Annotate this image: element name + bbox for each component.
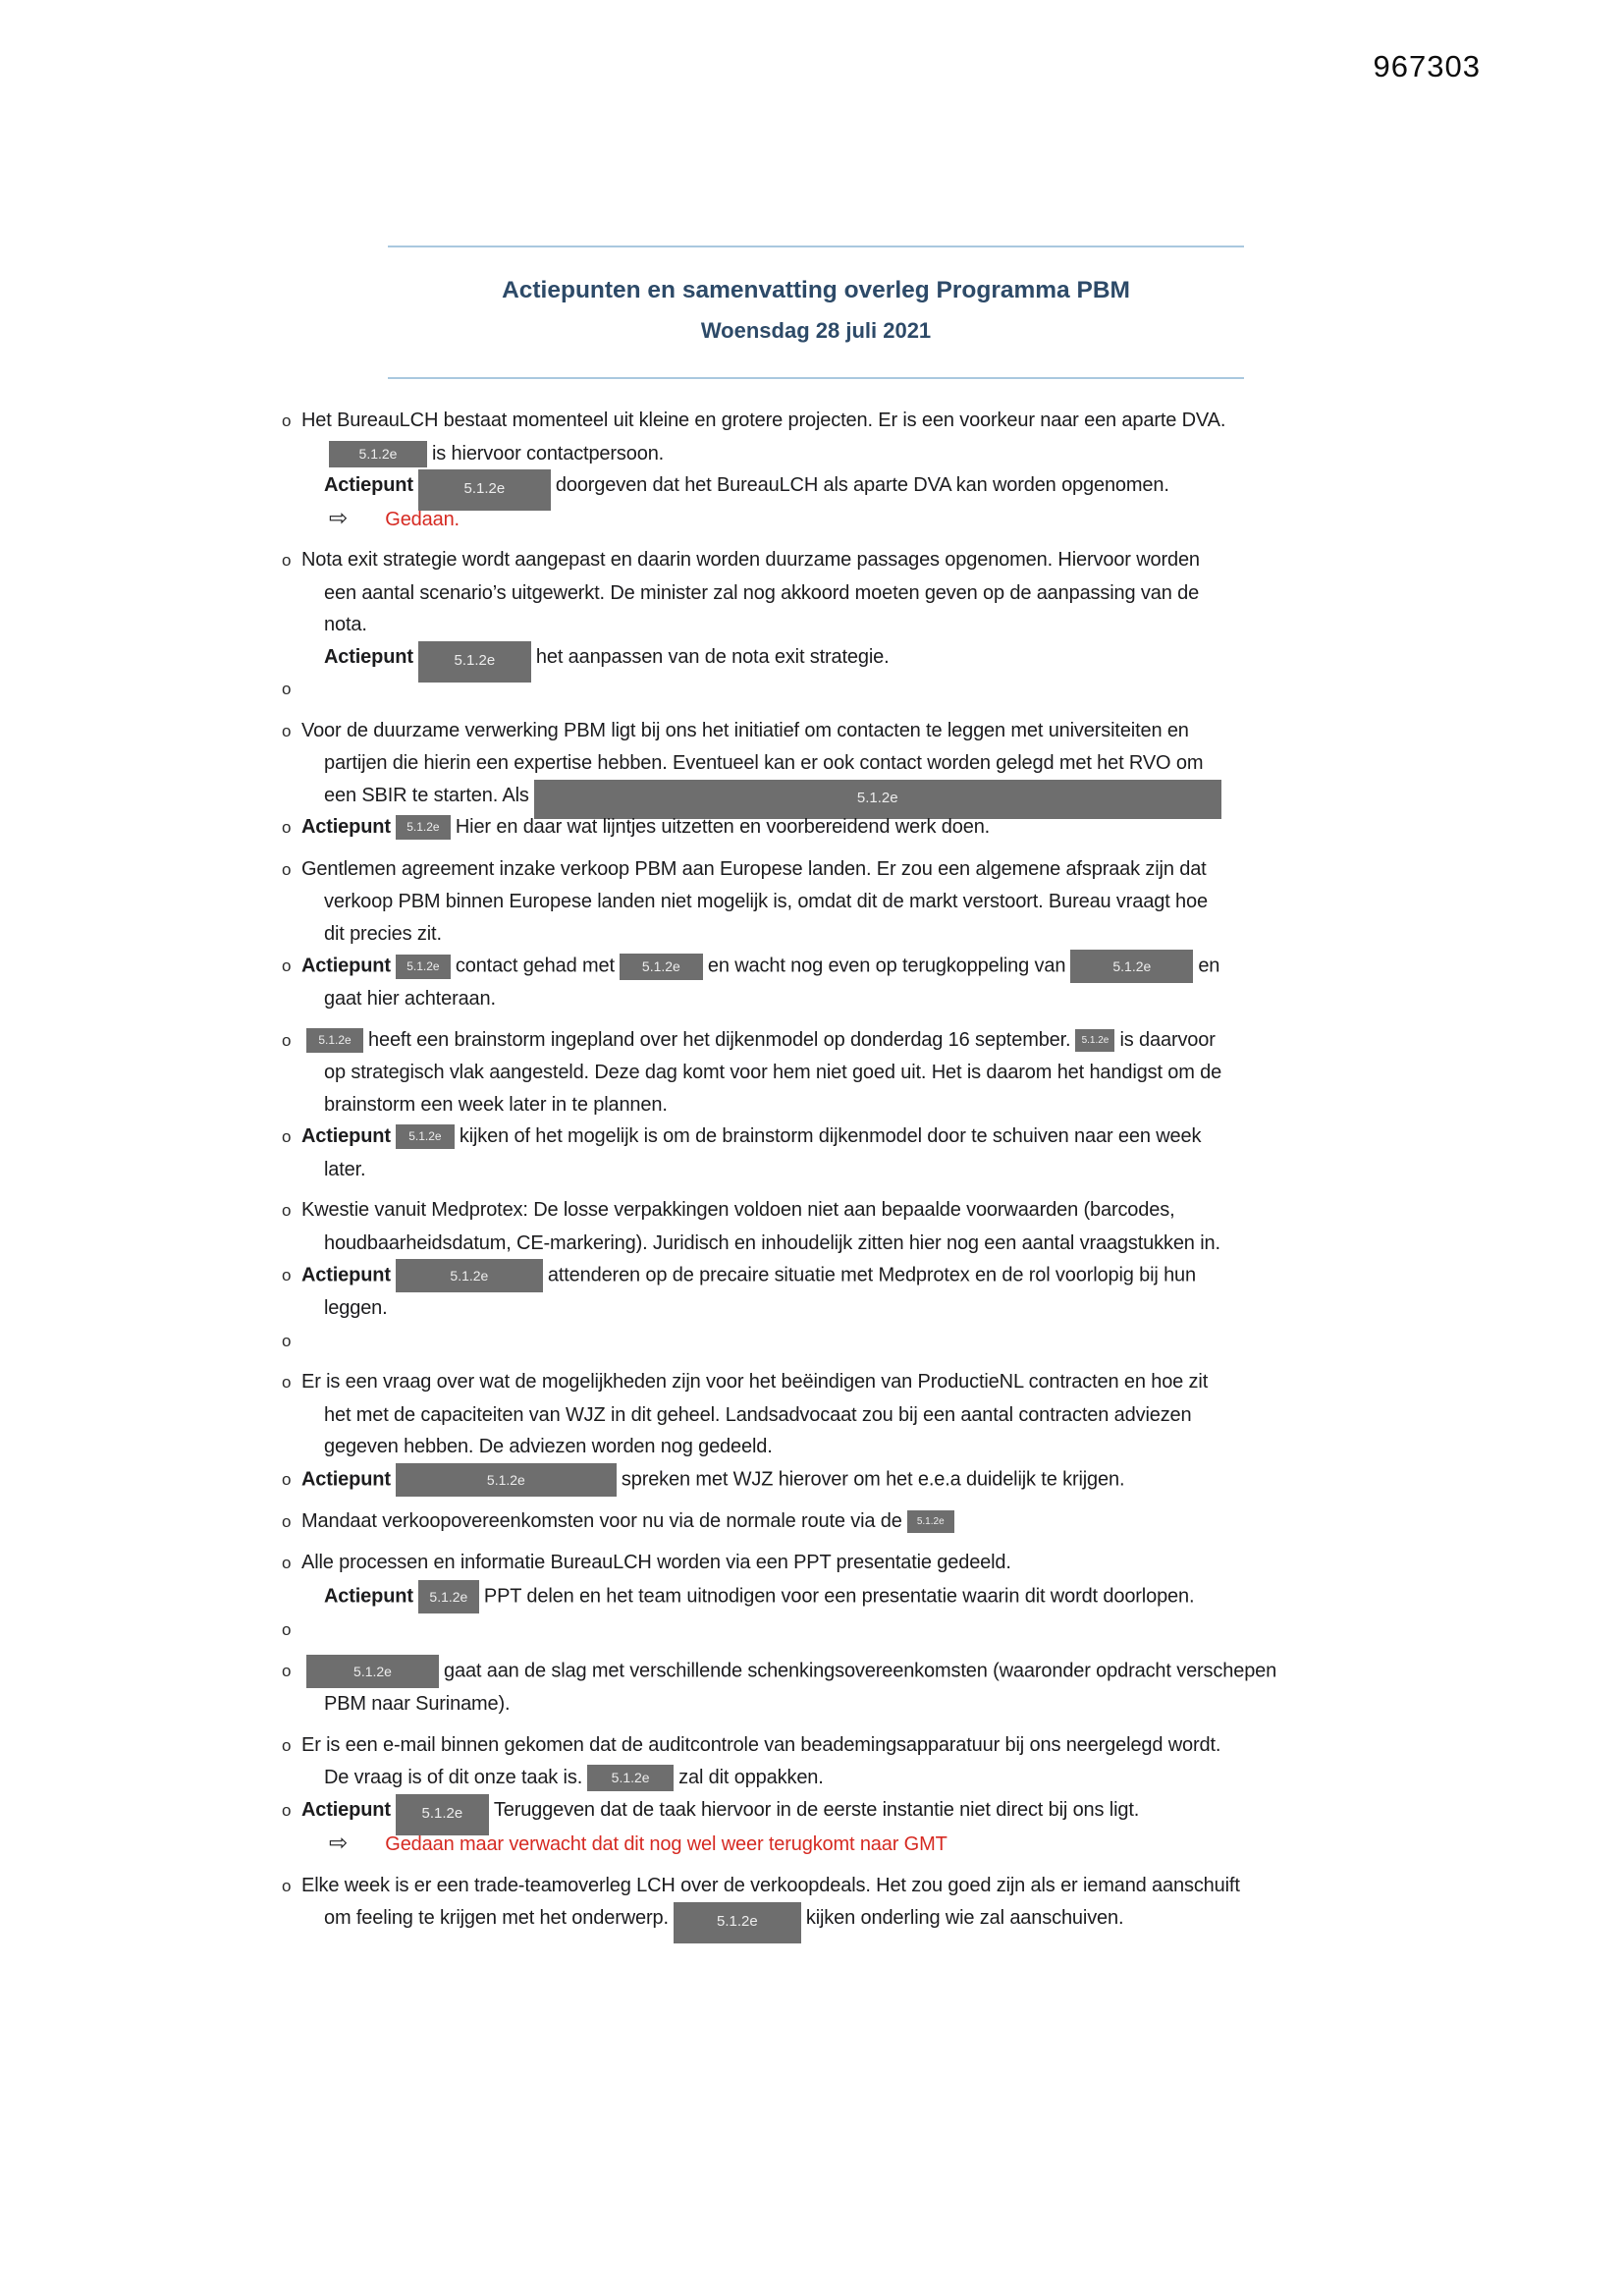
document-line [282,747,1539,780]
text-segment: Het BureauLCH bestaat momenteel uit kleine en grotere projecten. Er is een voorkeur naar een aparte DVA. [301,410,1226,431]
text-segment: Gentlemen agreement inzake verkoop PBM aan Europese landen. Er zou een algemene afspraak zijn dat [301,857,1207,880]
document-line [282,1154,1539,1186]
arrow-right-icon: ⇨ [329,504,349,530]
document-line [282,950,1539,983]
text-segment: het met de capaciteiten van WJZ in dit geheel. Landsadvocaat zou bij een aantal contracten adviezen [324,1403,1192,1426]
redaction-box: 5.1.2e [534,780,1221,819]
bullet-marker: o [282,1511,292,1531]
text-segment: Voor de duurzame verwerking PBM ligt bij ons het initiatief om contacten te leggen met universiteiten en [301,719,1189,741]
action-label: Actiepunt [301,1125,391,1147]
redaction-box: 5.1.2e [396,1259,543,1292]
page-subtitle: Woensdag 28 juli 2021 [700,318,932,343]
text-segment: brainstorm een week later in te plannen. [324,1093,668,1116]
bullet-marker: o [282,957,292,976]
text-segment: op strategisch vlak aangesteld. Deze dag komt voor hem niet goed uit. Het is daarom het handigst om de [324,1062,1222,1083]
document-body [282,405,1539,1943]
text-segment: later. [324,1158,366,1180]
text-segment: partijen die hierin een expertise hebben. Eventueel kan er ook contact worden gelegd met het RVO om [324,752,1204,774]
text-segment: kijken onderling wie zal aanschuiven. [805,1907,1124,1929]
document-line [282,853,1539,887]
bullet-marker: o [282,859,292,879]
text-segment: leggen. [324,1297,388,1319]
redaction-box: 5.1.2e [1070,950,1193,983]
redaction-box: 5.1.2e [396,955,451,979]
bullet-marker: o [282,1373,292,1392]
text-segment: Elke week is er een trade-teamoverleg LCH over de verkoopdeals. Het zou goed zijn als er iemand aanschuift [301,1874,1240,1896]
document-line [282,1194,1539,1228]
bullet-marker: o [282,551,292,570]
action-label: Actiepunt [324,645,413,668]
status-text: Gedaan maar verwacht dat dit nog wel weer terugkomt naar GMT [385,1833,947,1855]
document-line [282,1762,1539,1794]
document-line [282,469,1539,502]
document-section [282,853,1539,1015]
redaction-box: 5.1.2e [396,1794,489,1835]
bullet-marker: o [282,1127,292,1146]
bullet-marker: o [282,680,292,698]
document-section [282,405,1539,535]
text-segment: De vraag is of dit onze taak is. [324,1767,583,1788]
redaction-box: 5.1.2e [418,641,531,683]
document-section [282,1547,1539,1646]
text-segment: PPT delen en het team uitnodigen voor een presentatie waarin dit wordt doorlopen. [483,1584,1195,1607]
document-section [282,1655,1539,1721]
redaction-box: 5.1.2e [306,1655,439,1688]
text-segment: een aantal scenario’s uitgewerkt. De minister zal nog akkoord moeten geven op de aanpassing van de [324,581,1200,604]
text-segment: verkoop PBM binnen Europese landen niet mogelijk is, omdat dit de markt verstoort. Bureau vraagt hoe [324,891,1208,912]
document-line [282,1431,1539,1463]
action-label: Actiepunt [301,1264,391,1286]
text-segment: zal dit oppakken. [678,1767,824,1788]
header-bottom-rule [388,377,1244,379]
text-segment: Alle processen en informatie BureauLCH worden via een PPT presentatie gedeeld. [301,1552,1011,1573]
document-line [282,1057,1539,1089]
text-segment: spreken met WJZ hierover om het e.e.a duidelijk te krijgen. [621,1467,1125,1490]
text-segment: houdbaarheidsdatum, CE-markering). Juridisch en inhoudelijk zitten hier nog een aantal vraagstukken in. [324,1231,1220,1254]
document-line [282,983,1539,1015]
bullet-marker: o [282,1201,292,1220]
action-label: Actiepunt [324,1584,413,1607]
text-segment: gegeven hebben. De adviezen worden nog gedeeld. [324,1436,773,1457]
document-line [282,641,1539,674]
document-line [282,577,1539,610]
text-segment: attenderen op de precaire situatie met Medprotex en de rol voorlopig bij hun [547,1264,1196,1286]
redaction-box: 5.1.2e [674,1902,801,1943]
document-header [388,246,1244,379]
document-section [282,1870,1539,1935]
document-line [282,1729,1539,1763]
document-line [282,1505,1539,1539]
bullet-marker: o [282,1030,292,1050]
redaction-box: 5.1.2e [306,1028,363,1053]
document-line [282,609,1539,641]
document-section [282,1366,1539,1497]
document-line [282,438,1539,470]
document-line [282,1089,1539,1121]
text-segment: Mandaat verkoopovereenkomsten voor nu via de normale route via de [301,1509,902,1532]
document-line [282,1463,1539,1497]
redaction-box: 5.1.2e [1075,1029,1114,1052]
arrow-right-icon: ⇨ [329,1830,349,1855]
text-segment: Hier en daar wat lijntjes uitzetten en voorbereidend werk doen. [455,816,991,838]
page-title: Actiepunten en samenvatting overleg Programma PBM [502,277,1130,303]
document-line [282,1399,1539,1432]
redaction-box: 5.1.2e [396,1463,617,1497]
text-segment: en wacht nog even op terugkoppeling van [707,955,1066,977]
document-line [282,544,1539,577]
action-label: Actiepunt [301,955,391,977]
document-section [282,1729,1539,1861]
text-segment: is hiervoor contactpersoon. [432,442,665,465]
document-line [282,1547,1539,1580]
document-section [282,1194,1539,1357]
status-text: Gedaan. [385,508,460,530]
bullet-marker: o [282,1800,292,1820]
text-segment: nota. [324,614,367,635]
bullet-marker: o [282,1469,292,1489]
document-line [282,1228,1539,1260]
text-segment: dit precies zit. [324,922,442,945]
document-line [282,1259,1539,1292]
bullet-marker: o [282,1266,292,1285]
action-label: Actiepunt [324,474,413,496]
bullet-marker: o [282,1735,292,1755]
document-section [282,1505,1539,1539]
document-line [282,811,1539,845]
redaction-box: 5.1.2e [418,1580,479,1613]
text-segment: Kwestie vanuit Medprotex: De losse verpakkingen voldoen niet aan bepaalde voorwaarden (barcodes, [301,1199,1175,1221]
document-line [282,1827,1539,1861]
redaction-box: 5.1.2e [418,469,551,511]
text-segment: om feeling te krijgen met het onderwerp. [324,1907,669,1929]
bullet-marker: o [282,818,292,837]
text-segment: doorgeven dat het BureauLCH als aparte DVA kan worden opgenomen. [555,474,1169,496]
document-line [282,780,1539,812]
text-segment: kijken of het mogelijk is om de brainstorm dijkenmodel door te schuiven naar een week [459,1125,1202,1147]
text-segment: Teruggeven dat de taak hiervoor in de eerste instantie niet direct bij ons ligt. [493,1798,1140,1821]
text-segment: gaat hier achteraan. [324,988,496,1010]
document-line [282,1688,1539,1721]
document-line [282,405,1539,438]
redaction-box: 5.1.2e [907,1510,954,1533]
text-segment: en [1198,955,1220,977]
document-line [282,715,1539,748]
document-section [282,715,1539,845]
text-segment: Er is een vraag over wat de mogelijkheden zijn voor het beëindigen van ProductieNL contracten en hoe zit [301,1371,1209,1393]
document-line [282,1613,1539,1647]
redaction-box: 5.1.2e [329,441,427,467]
text-segment: PBM naar Suriname). [324,1693,511,1715]
bullet-marker: o [282,721,292,740]
action-label: Actiepunt [301,816,391,838]
text-segment: gaat aan de slag met verschillende schenkingsovereenkomsten (waaronder opdracht verschepen [444,1660,1277,1682]
document-line [282,1794,1539,1828]
text-segment: contact gehad met [455,955,615,977]
redaction-box: 5.1.2e [396,1124,455,1149]
document-line [282,918,1539,951]
document-line [282,1655,1539,1688]
text-segment: heeft een brainstorm ingepland over het dijkenmodel op donderdag 16 september. [368,1028,1071,1051]
bullet-marker: o [282,1554,292,1572]
bullet-marker: o [282,1876,292,1895]
text-segment: Er is een e-mail binnen gekomen dat de auditcontrole van beademingsapparatuur bij ons neergelegd wordt. [301,1733,1221,1756]
document-section [282,1024,1539,1186]
text-segment: het aanpassen van de nota exit strategie. [535,645,890,668]
bullet-marker: o [282,1662,292,1681]
document-line [282,1292,1539,1325]
action-label: Actiepunt [301,1467,391,1490]
text-segment: een SBIR te starten. Als [324,784,529,806]
redaction-box: 5.1.2e [396,815,451,840]
bullet-marker: o [282,1619,292,1639]
bullet-marker: o [282,411,292,430]
text-segment: is daarvoor [1119,1028,1216,1051]
document-line [282,1121,1539,1154]
text-segment: Nota exit strategie wordt aangepast en daarin worden duurzame passages opgenomen. Hiervoor worden [301,549,1200,571]
document-number: 967303 [1373,49,1481,83]
document-section [282,544,1539,706]
document-line [282,1024,1539,1058]
action-label: Actiepunt [301,1798,391,1821]
redaction-box: 5.1.2e [587,1765,674,1791]
redaction-box: 5.1.2e [620,954,703,980]
document-line [282,886,1539,918]
document-line [282,1580,1539,1613]
document-line [282,1366,1539,1399]
document-line [282,1902,1539,1935]
bullet-marker: o [282,1331,292,1350]
header-top-rule [388,246,1244,247]
document-line [282,1325,1539,1358]
document-line [282,1870,1539,1903]
